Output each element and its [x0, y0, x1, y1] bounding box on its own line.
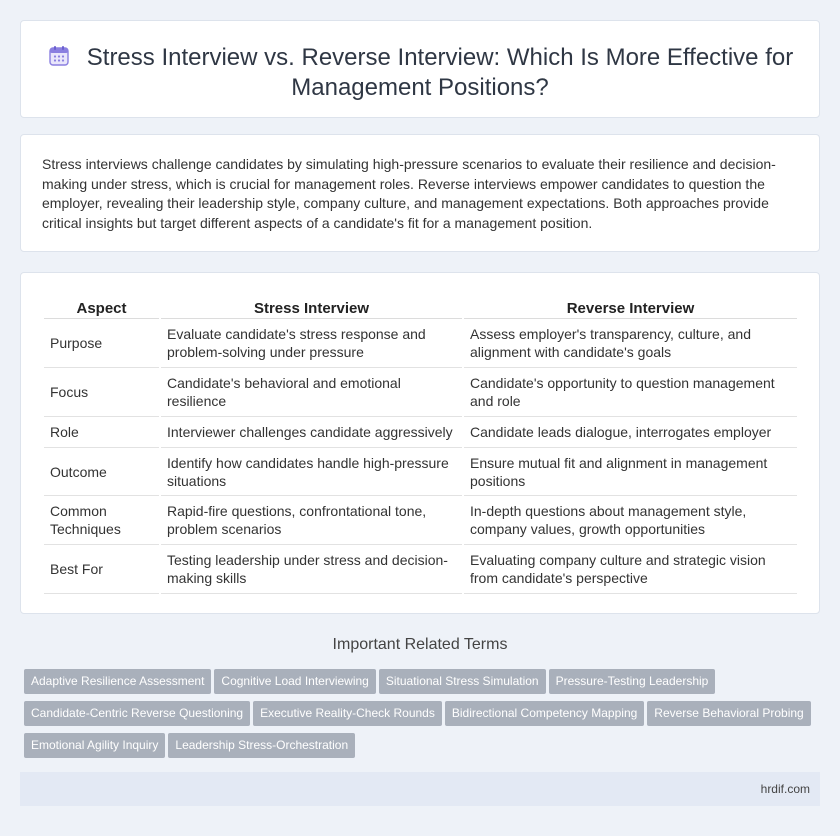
cell-aspect: Purpose	[44, 319, 159, 368]
related-term-tag[interactable]: Reverse Behavioral Probing	[647, 701, 810, 726]
header-reverse-interview: Reverse Interview	[464, 295, 797, 319]
related-term-tag[interactable]: Situational Stress Simulation	[379, 669, 546, 694]
cell-aspect: Common Techniques	[44, 496, 159, 545]
cell-reverse: In-depth questions about management style, company values, growth opportunities	[464, 496, 797, 545]
related-term-tag[interactable]: Cognitive Load Interviewing	[214, 669, 375, 694]
cell-reverse: Evaluating company culture and strategic vision from candidate's perspective	[464, 545, 797, 594]
related-term-tag[interactable]: Adaptive Resilience Assessment	[24, 669, 211, 694]
table-row	[44, 545, 797, 594]
table-header-row	[44, 295, 797, 319]
header-stress-interview: Stress Interview	[161, 295, 462, 319]
related-terms-title: Important Related Terms	[332, 636, 508, 653]
cell-aspect: Best For	[44, 545, 159, 594]
intro-card	[20, 134, 820, 252]
related-term-tag[interactable]: Leadership Stress-Orchestration	[168, 733, 355, 758]
title-card	[20, 20, 820, 118]
cell-reverse: Assess employer's transparency, culture, and alignment with candidate's goals	[464, 319, 797, 368]
comparison-card	[20, 272, 820, 614]
calendar-icon	[47, 44, 71, 68]
related-term-tag[interactable]: Pressure-Testing Leadership	[549, 669, 716, 694]
related-term-tag[interactable]: Candidate-Centric Reverse Questioning	[24, 701, 250, 726]
cell-aspect: Outcome	[44, 448, 159, 496]
header-aspect: Aspect	[44, 295, 159, 319]
comparison-table	[42, 295, 799, 594]
cell-stress: Evaluate candidate's stress response and problem-solving under pressure	[161, 319, 462, 368]
related-term-tag[interactable]: Bidirectional Competency Mapping	[445, 701, 644, 726]
related-term-tag[interactable]: Executive Reality-Check Rounds	[253, 701, 442, 726]
intro-paragraph: Stress interviews challenge candidates by simulating high-pressure scenarios to evaluate their resilience and decision-making under stress, which is crucial for management roles. Reverse interviews empower candidates to question the employer, revealing their leadership style, company culture, and management expectations. Both approaches provide critical insights but target different aspects of a candidate's fit for a management position.	[42, 156, 776, 231]
cell-stress: Interviewer challenges candidate aggressively	[161, 417, 462, 448]
footer	[20, 772, 820, 806]
cell-reverse: Candidate leads dialogue, interrogates employer	[464, 417, 797, 448]
cell-stress: Candidate's behavioral and emotional resilience	[161, 368, 462, 417]
table-row	[44, 319, 797, 368]
cell-aspect: Focus	[44, 368, 159, 417]
cell-reverse: Ensure mutual fit and alignment in management positions	[464, 448, 797, 496]
related-term-tag[interactable]: Emotional Agility Inquiry	[24, 733, 165, 758]
page-title-wrap	[21, 43, 819, 103]
page-title: Stress Interview vs. Reverse Interview: Which Is More Effective for Management Positions?	[86, 44, 794, 101]
cell-reverse: Candidate's opportunity to question management and role	[464, 368, 797, 417]
related-terms-list	[24, 669, 824, 765]
cell-aspect: Role	[44, 417, 159, 448]
table-row	[44, 417, 797, 448]
cell-stress: Rapid-fire questions, confrontational tone, problem scenarios	[161, 496, 462, 545]
cell-stress: Testing leadership under stress and decision-making skills	[161, 545, 462, 594]
cell-stress: Identify how candidates handle high-pressure situations	[161, 448, 462, 496]
table-row	[44, 496, 797, 545]
table-row	[44, 368, 797, 417]
footer-site-link[interactable]: hrdif.com	[760, 782, 810, 796]
table-row	[44, 448, 797, 496]
